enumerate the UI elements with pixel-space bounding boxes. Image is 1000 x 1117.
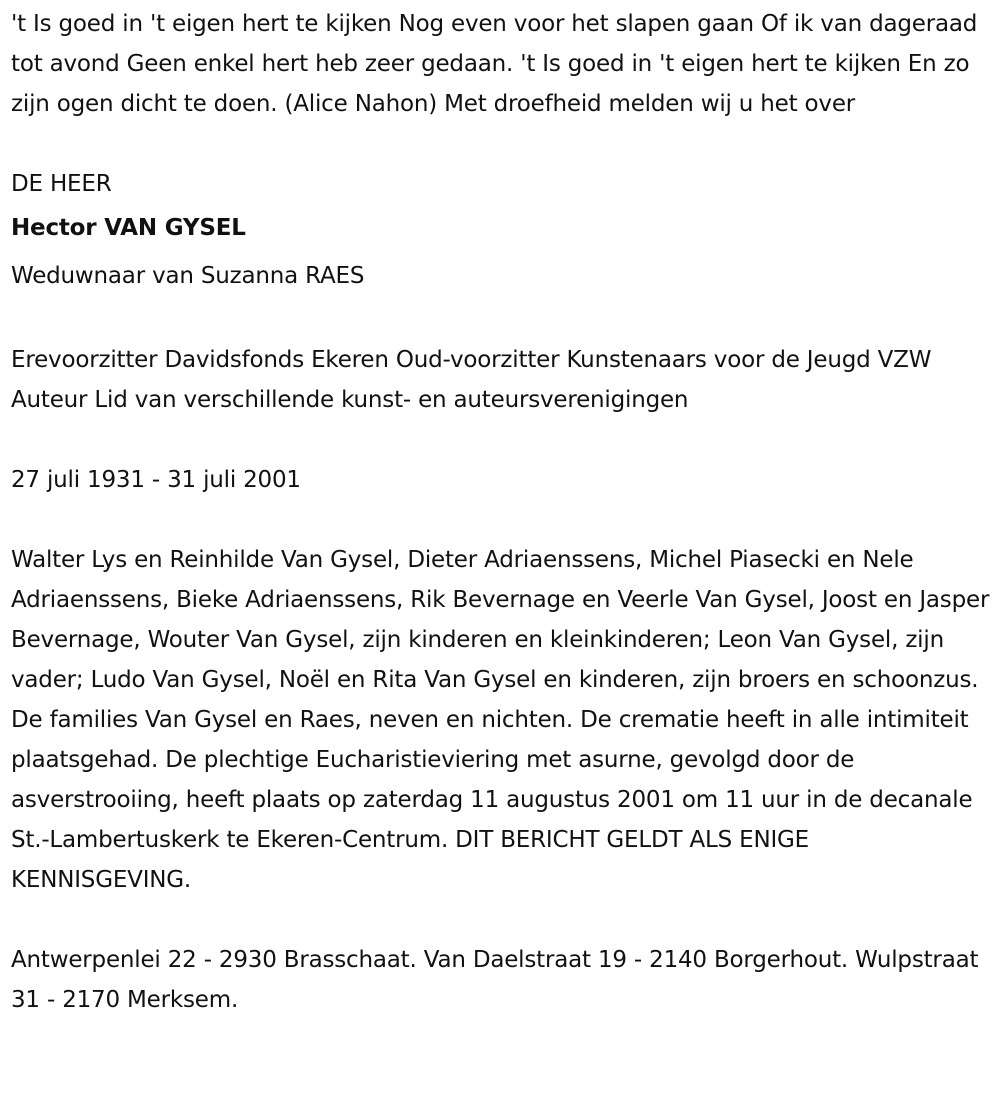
relation-line: Weduwnaar van Suzanna RAES bbox=[11, 263, 365, 289]
spacer bbox=[11, 900, 995, 940]
titles-paragraph: Erevoorzitter Davidsfonds Ekeren Oud-voorzitter Kunstenaars voor de Jeugd VZW Auteur Lid van verschillende kunst- en auteursverenigingen bbox=[11, 347, 932, 413]
family-and-ceremony-paragraph: Walter Lys en Reinhilde Van Gysel, Dieter Adriaenssens, Michel Piasecki en Nele Adriaenssens, Bieke Adriaenssens, Rik Bevernage en Veerle Van Gysel, Joost en Jasper Bevernage, Wouter Van Gysel, zijn kinderen en kleinkinderen; Leon Van Gysel, zijn vader; Ludo Van Gysel, Noël en Rita Van Gysel en kinderen, zijn broers en schoonzus. De families Van Gysel en Raes, neven en nichten. De crematie heeft in alle intimiteit plaatsgehad. De plechtige Eucharistieviering met asurne, gevolgd door de asverstrooiing, heeft plaats op zaterdag 11 augustus 2001 om 11 uur in de decanale St.-Lambertuskerk te Ekeren-Centrum. DIT BERICHT GELDT ALS ENIGE KENNISGEVING. bbox=[11, 547, 990, 893]
addresses-paragraph: Antwerpenlei 22 - 2930 Brasschaat. Van Daelstraat 19 - 2140 Borgerhout. Wulpstraat 31 - 2170 Merksem. bbox=[11, 947, 979, 1013]
deceased-name: Hector VAN GYSEL bbox=[11, 215, 246, 241]
obituary-text bbox=[11, 4, 995, 1020]
life-dates: 27 juli 1931 - 31 juli 2001 bbox=[11, 467, 301, 493]
spacer bbox=[11, 300, 995, 340]
spacer bbox=[11, 420, 995, 460]
honorific-label: DE HEER bbox=[11, 171, 112, 197]
spacer bbox=[11, 500, 995, 540]
spacer bbox=[11, 124, 995, 164]
poem-intro-paragraph: 't Is goed in 't eigen hert te kijken Nog even voor het slapen gaan Of ik van dageraad tot avond Geen enkel hert heb zeer gedaan. 't Is goed in 't eigen hert te kijken En zo zijn ogen dicht te doen. (Alice Nahon) Met droefheid melden wij u het over bbox=[11, 11, 978, 117]
